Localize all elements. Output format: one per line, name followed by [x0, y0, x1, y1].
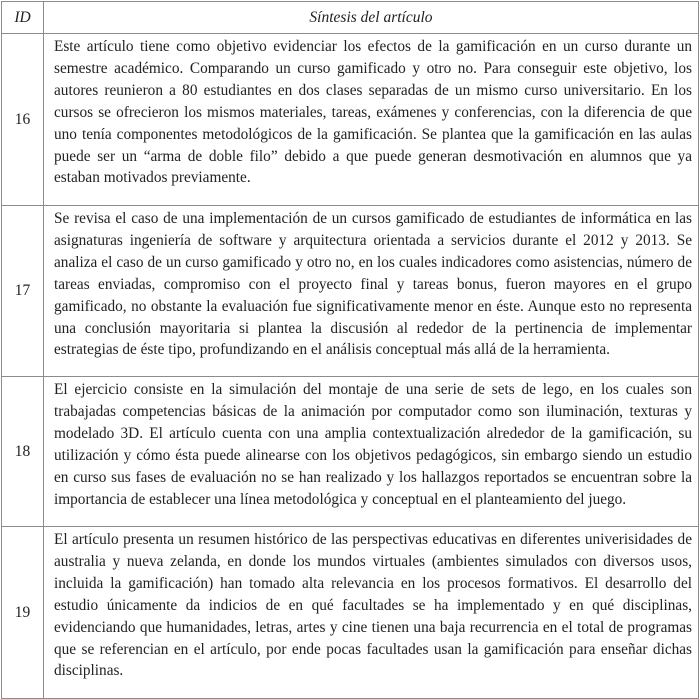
table-row — [2, 34, 699, 206]
row-id: 19 — [2, 527, 44, 699]
row-id: 17 — [2, 206, 44, 377]
table-row — [2, 206, 699, 377]
table-row — [2, 377, 699, 527]
row-synthesis: El artículo presenta un resumen histórico de las perspectivas educativas en diferentes univerisidades de australia y nueva zelanda, en donde los mundos virtuales (ambientes simulados con diversos usos, incluida la gamificación) han tomado alta relevancia en los procesos formativos. El desarrollo del estudio únicamente da indicios de en qué facultades se ha implementado y en qué disciplinas, evidenciando que humanidades, letras, artes y cine tienen una baja recurrencia en el total de programas que se referencian en el artículo, por ende pocas facultades usan la gamificación para enseñar dichas disciplinas. — [44, 527, 699, 699]
row-id: 18 — [2, 377, 44, 527]
header-synthesis: Síntesis del artículo — [44, 2, 699, 34]
row-synthesis: Se revisa el caso de una implementación de un cursos gamificado de estudiantes de informática en las asignaturas ingeniería de software y arquitectura orientada a servicios durante el 2012 y 2013. Se analiza el caso de un curso gamificado y otro no, en los cuales indicadores como asistencias, número de tareas enviadas, compromiso con el proyecto final y tareas bonus, fueron mayores en el grupo gamificado, no obstante la evaluación fue significativamente menor en éste. Aunque esto no representa una conclusión mayoritaria si plantea la discusión al rededor de la pertinencia de implementar estrategias de éste tipo, profundizando en el análisis conceptual más allá de la herramienta. — [44, 206, 699, 377]
row-synthesis: El ejercicio consiste en la simulación del montaje de una serie de sets de lego, en los cuales son trabajadas competencias básicas de la animación por computador como son iluminación, texturas y modelado 3D. El artículo cuenta con una amplia contextualización alrededor de la gamificación, su utilización y cómo ésta puede alinearse con los objetivos pedagógicos, sin embargo siendo un estudio en curso sus fases de evaluación no se han realizado y los hallazgos reportados se encuentran sobre la importancia de establecer una línea metodológica y conceptual en el planteamiento del juego. — [44, 377, 699, 527]
row-synthesis: Este artículo tiene como objetivo evidenciar los efectos de la gamificación en un curso durante un semestre académico. Comparando un curso gamificado y otro no. Para conseguir este objetivo, los autores reunieron a 80 estudiantes en dos clases separadas de un mismo curso universitario. En los cursos se ofrecieron los mismos materiales, tareas, exámenes y conferencias, con la diferencia de que uno tenía componentes metodológicos de la gamificación. Se plantea que la gamificación en las aulas puede ser un “arma de doble filo” debido a que puede generan desmotivación en alumnos que ya estaban motivados previamente. — [44, 34, 699, 206]
header-id: ID — [2, 2, 44, 34]
synthesis-table — [1, 1, 699, 699]
table-header-row — [2, 2, 699, 34]
table-row — [2, 527, 699, 699]
row-id: 16 — [2, 34, 44, 206]
